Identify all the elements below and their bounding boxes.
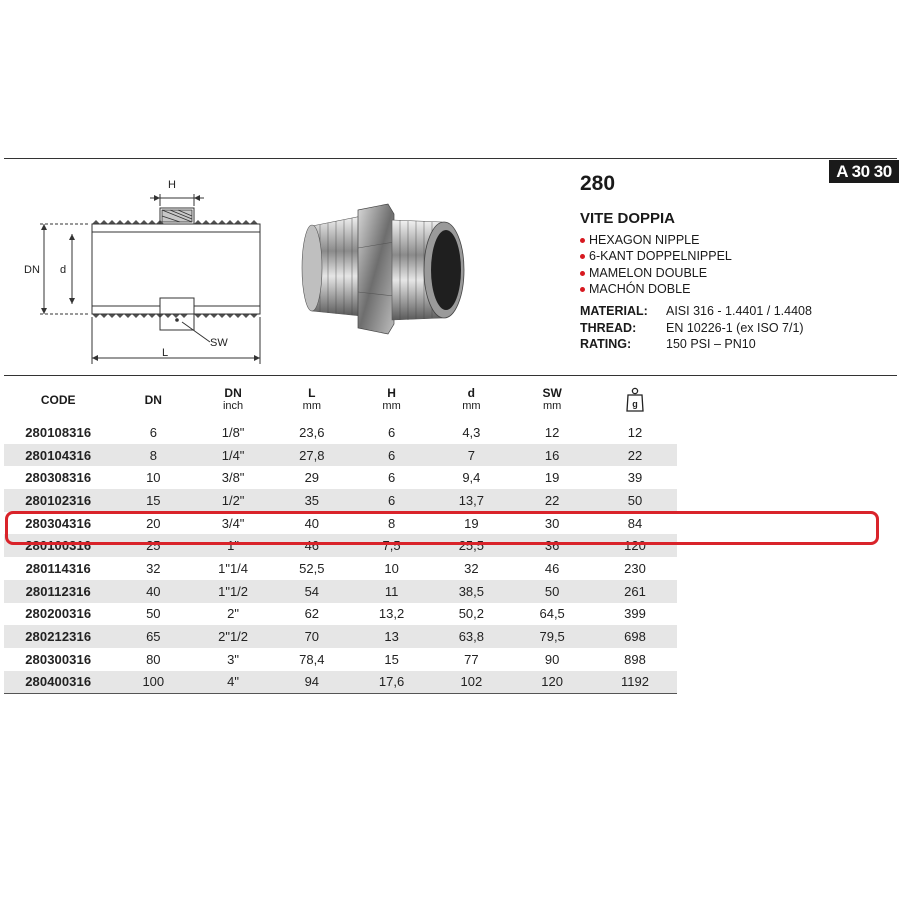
spec-label: RATING: [580,337,632,352]
weight-icon [625,387,645,413]
cell-weight: 39 [627,470,643,486]
cell-h: 6 [352,444,432,467]
cell-d: 4,3 [462,424,481,440]
cell-l: 54 [272,580,352,603]
cell-dn: 50 [146,606,161,622]
cell-l: 70 [272,625,352,648]
cell-l: 27,8 [272,444,352,467]
cell-l: 46 [272,534,352,557]
cell-weight: 50 [593,489,677,512]
cell-dn: 25 [112,534,194,557]
cell-d: 77 [464,651,479,667]
cell-sw: 36 [511,534,593,557]
cell-dn-inch: 3/8" [221,470,245,486]
header-d: d mm [431,380,511,421]
cell-dn-inch: 3" [227,651,239,667]
cell-sw: 120 [511,671,593,694]
cell-d: 19 [464,515,479,531]
cell-d: 9,4 [462,470,481,486]
cell-dn-inch: 4" [194,671,272,694]
cell-code: 280100316 [4,534,112,557]
cell-h: 13 [352,625,432,648]
cell-sw: 79,5 [511,625,593,648]
cell-dn: 15 [112,489,194,512]
label-sw: SW [210,337,228,349]
translation-es: MACHÓN DOBLE [580,281,830,297]
page-code-badge: A 30 30 [829,160,899,183]
cell-code: 280400316 [4,671,112,694]
highlighted-row-frame [5,511,879,545]
cell-dn-inch: 2"1/2 [194,625,272,648]
cell-weight: 120 [593,534,677,557]
spec-list [580,303,830,353]
cell-h: 11 [352,580,432,603]
cell-weight: 261 [593,580,677,603]
cell-weight: 22 [593,444,677,467]
table-row [4,444,677,467]
header-l: L mm [272,380,352,421]
spec-value: AISI 316 - 1.4401 / 1.4408 [666,304,812,319]
cell-sw: 64,5 [539,606,565,622]
cell-d: 63,8 [431,625,511,648]
table-row [4,580,677,603]
cell-dn: 80 [146,651,161,667]
cell-dn: 6 [149,424,157,440]
header-code: CODE [4,380,112,421]
spec-label: MATERIAL: [580,304,648,319]
cell-code: 280212316 [4,625,112,648]
cell-l: 35 [272,489,352,512]
cell-code: 280104316 [4,444,112,467]
label-h: H [168,179,176,191]
table-row [4,489,677,512]
table-row [4,466,677,489]
cell-dn-inch: 1/4" [194,444,272,467]
cell-sw: 22 [511,489,593,512]
cell-h: 13,2 [378,606,405,622]
cell-sw: 16 [511,444,593,467]
translations-list [580,232,830,297]
cell-h: 6 [387,424,396,440]
spec-rating [580,336,830,353]
cell-weight: 84 [627,515,643,531]
translation-de: 6-KANT DOPPELNIPPEL [580,248,830,264]
label-dn: DN [24,264,40,276]
label-l: L [162,347,169,359]
cell-d: 13,7 [431,489,511,512]
cell-code: 280308316 [25,470,92,486]
cell-dn-inch: 2" [227,606,239,622]
cell-dn-inch: 1"1/4 [218,560,249,576]
cell-sw: 50 [511,580,593,603]
cell-dn-inch: 1/2" [194,489,272,512]
cell-sw: 90 [544,651,560,667]
table-row [4,648,677,671]
cell-d: 7 [431,444,511,467]
spec-value: 150 PSI – PN10 [666,337,756,352]
cell-dn: 40 [112,580,194,603]
product-info [580,172,830,353]
cell-d: 50,2 [458,606,484,622]
header-h: H mm [352,380,432,421]
cell-dn-inch: 1" [194,534,272,557]
cell-code: 280108316 [25,424,92,440]
cell-sw: 12 [544,424,560,440]
cell-code: 280114316 [25,560,91,576]
cell-dn: 10 [146,470,161,486]
translation-fr: MAMELON DOUBLE [580,265,830,281]
cell-code: 280200316 [25,606,92,622]
cell-d: 102 [431,671,511,694]
label-d: d [60,264,67,276]
cell-dn-inch: 3/4" [221,515,245,531]
table-row [4,603,677,626]
cell-h: 15 [384,651,399,667]
spec-value: EN 10226-1 (ex ISO 7/1) [666,320,804,335]
table-top-rule [4,375,897,376]
cell-l: 40 [304,515,320,531]
cell-code: 280102316 [4,489,112,512]
cell-dn-inch: 1"1/2 [194,580,272,603]
cell-dn: 65 [112,625,194,648]
cell-l: 94 [272,671,352,694]
svg-text:g: g [632,399,638,409]
cell-dn: 100 [112,671,194,694]
cell-weight: 1192 [593,671,677,694]
cell-sw: 19 [544,470,560,486]
dim-sw-leader [182,322,210,342]
product-name: VITE DOPPIA [580,210,676,227]
cell-dn: 32 [146,560,161,576]
header-dn: DN [112,380,194,421]
translation-en: HEXAGON NIPPLE [580,232,830,248]
table-row [4,671,677,694]
table-row [4,421,677,444]
spec-thread [580,320,830,337]
cell-l: 29 [304,470,320,486]
cell-sw: 46 [544,560,560,576]
cell-weight: 898 [624,651,646,667]
cell-d: 38,5 [431,580,511,603]
table-row [4,557,677,580]
cell-dn: 8 [112,444,194,467]
cell-weight: 698 [593,625,677,648]
cell-h: 10 [384,560,399,576]
cell-h: 6 [352,489,432,512]
cell-dn-inch: 1/8" [221,424,245,440]
cell-h: 17,6 [352,671,432,694]
cell-l: 62 [304,606,320,622]
cell-h: 8 [387,515,396,531]
cell-code: 280112316 [4,580,112,603]
cell-weight: 12 [627,424,643,440]
header-weight [593,380,677,421]
product-number: 280 [580,172,616,195]
cell-d: 25,5 [431,534,511,557]
cell-weight: 399 [624,606,646,622]
spec-material [580,303,830,320]
header-dn-inch: DN inch [194,380,272,421]
technical-drawing [22,172,282,372]
cell-h: 6 [387,470,396,486]
table-header-row [4,380,677,421]
cell-h: 7,5 [352,534,432,557]
cell-code: 280300316 [25,651,92,667]
product-photo [292,196,472,346]
cell-l: 78,4 [299,651,325,667]
cell-l: 52,5 [299,560,325,576]
spec-label: THREAD: [580,320,637,335]
top-rule [4,158,897,159]
cell-dn: 20 [146,515,161,531]
header-sw: SW mm [511,380,593,421]
cell-weight: 230 [624,560,646,576]
table-row [4,625,677,648]
cell-l: 23,6 [299,424,325,440]
cell-d: 32 [464,560,479,576]
cell-code: 280304316 [25,515,92,531]
cell-sw: 30 [544,515,560,531]
